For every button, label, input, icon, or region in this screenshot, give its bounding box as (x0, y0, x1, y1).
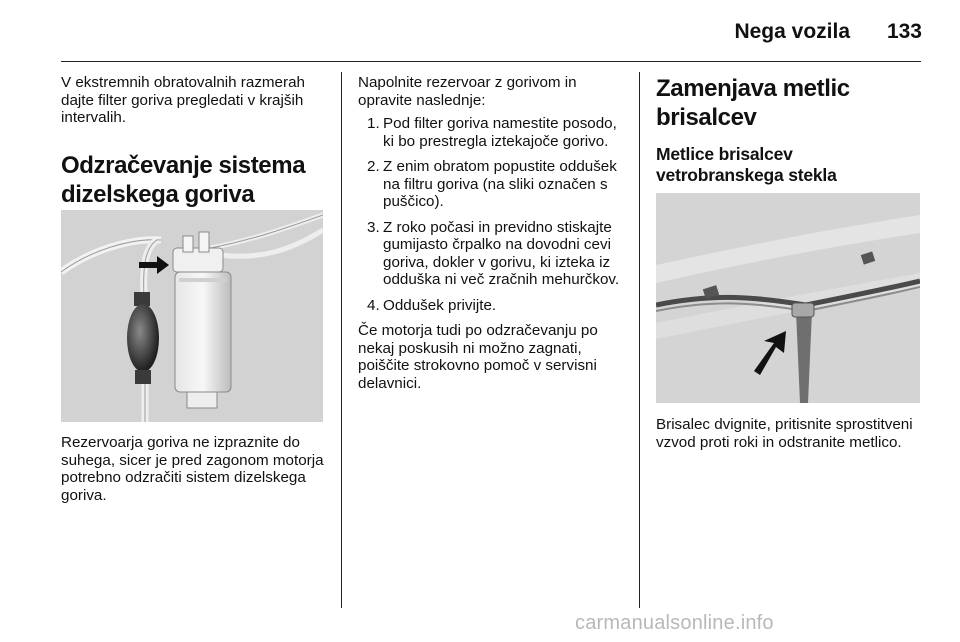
step-number: 4. (367, 296, 380, 314)
step-text: Oddušek privijte. (383, 296, 497, 314)
procedure-step (358, 158, 626, 211)
step-text: Z roko počasi in previdno stiskajte gumijasto črpalko na dovodni cevi goriva, dokler v gorivu, ki izteka iz odduška ni več zračnih mehurčkov. (383, 218, 620, 288)
fuel-figure-caption: Rezervoarja goriva ne izpraznite do suhega, sicer je pred zagonom motorja potrebno odzračiti sistem dizelskega goriva. (61, 434, 324, 504)
column-divider (639, 72, 640, 608)
section-heading: Zamenjava metlic brisalcev (656, 75, 850, 131)
step-text: Pod filter goriva namestite posodo, ki bo prestregla iztekajoče gorivo. (383, 115, 617, 150)
procedure-step (358, 297, 626, 315)
step-text: Z enim obratom popustite oddušek na filtru goriva (na sliki označen s puščico). (383, 158, 617, 210)
wiper-caption-block (656, 416, 920, 451)
procedure-step (358, 115, 626, 150)
column-right (656, 74, 920, 186)
step-number: 1. (367, 115, 380, 132)
procedure-intro: Napolnite rezervoar z gorivom in opravite naslednje: (358, 74, 577, 109)
figure-caption-block (61, 434, 325, 504)
wiper-blade-illustration (656, 193, 920, 403)
wiper-figure (656, 193, 920, 403)
column-divider (341, 72, 342, 608)
procedure-steps-list (358, 115, 626, 314)
page-header-title: Nega vozila (734, 20, 850, 43)
fuel-filter-illustration (61, 210, 323, 422)
procedure-outro: Če motorja tudi po odzračevanju po nekaj poskusih ni možno zagnati, poiščite strokovno pomoč v servisni delavnici. (358, 322, 598, 392)
intro-paragraph: V ekstremnih obratovalnih razmerah dajte filter goriva pregledati v krajših intervalih. (61, 74, 305, 126)
procedure-step (358, 219, 626, 289)
subsection-heading: Metlice brisalcev vetrobranskega stekla (656, 144, 837, 185)
fuel-filter-figure (61, 210, 323, 422)
header-rule (61, 61, 921, 62)
section-heading: Odzračevanje sistema dizelskega goriva (61, 151, 306, 208)
step-number: 2. (367, 158, 380, 175)
column-left (61, 74, 325, 209)
wiper-figure-caption: Brisalec dvignite, pritisnite sprostitveni vzvod proti roki in odstranite metlico. (656, 416, 913, 451)
column-middle (358, 74, 626, 392)
step-number: 3. (367, 218, 380, 236)
page-number: 133 (886, 20, 922, 43)
watermark: carmanualsonline.info (575, 612, 774, 634)
